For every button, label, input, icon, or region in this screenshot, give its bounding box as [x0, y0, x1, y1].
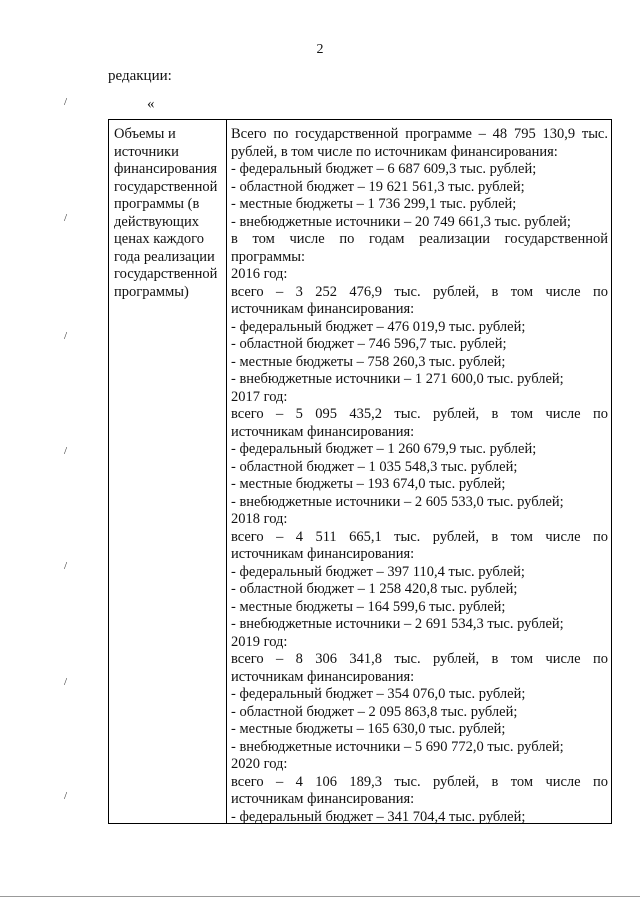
- value-line: - внебюджетные источники – 20 749 661,3 тыс. рублей;: [231, 213, 571, 230]
- value-line: 2020 год:: [231, 756, 288, 772]
- value-line: - внебюджетные источники – 2 605 533,0 тыс. рублей;: [231, 493, 564, 510]
- value-line: - федеральный бюджет – 341 704,4 тыс. рублей;: [231, 808, 526, 823]
- margin-tick: /: [64, 96, 68, 108]
- label-line: финансирования: [114, 161, 218, 177]
- value-line: всего – 5 095 435,2 тыс. рублей, в том числе по: [231, 406, 608, 422]
- value-line: источникам финансирования:: [231, 791, 415, 807]
- value-line: - внебюджетные источники – 1 271 600,0 тыс. рублей;: [231, 371, 564, 387]
- value-line: 2016 год:: [231, 266, 288, 282]
- label-line: действующих: [114, 213, 199, 230]
- value-line: источникам финансирования:: [231, 668, 415, 685]
- value-line: источникам финансирования:: [231, 423, 415, 440]
- value-line: - местные бюджеты – 164 599,6 тыс. рублей;: [231, 598, 506, 615]
- label-line: государственной: [114, 266, 218, 282]
- value-line: всего – 8 306 341,8 тыс. рублей, в том числе по: [231, 651, 608, 667]
- value-line: Всего по государственной программе – 48 795 130,9 тыс.: [231, 126, 608, 142]
- program-funding-table: [108, 119, 612, 824]
- margin-tick: /: [64, 676, 68, 688]
- value-line: - местные бюджеты – 165 630,0 тыс. рублей;: [231, 721, 506, 737]
- value-line: - областной бюджет – 1 035 548,3 тыс. рублей;: [231, 458, 518, 475]
- value-line: - областной бюджет – 2 095 863,8 тыс. рублей;: [231, 703, 518, 720]
- label-line: года реализации: [114, 248, 215, 265]
- value-line: - местные бюджеты – 758 260,3 тыс. рублей;: [231, 353, 506, 370]
- page-number: 2: [316, 42, 324, 57]
- value-line: всего – 4 106 189,3 тыс. рублей, в том числе по: [231, 773, 608, 790]
- intro-text: редакции:: [108, 68, 172, 84]
- label-line: Объемы и: [114, 126, 176, 142]
- value-line: - областной бюджет – 746 596,7 тыс. рублей;: [231, 336, 507, 352]
- value-line: - федеральный бюджет – 1 260 679,9 тыс. рублей;: [231, 441, 537, 457]
- label-line: государственной: [114, 178, 218, 195]
- value-line: 2018 год:: [231, 511, 288, 527]
- value-line: - внебюджетные источники – 2 691 534,3 тыс. рублей;: [231, 616, 564, 632]
- margin-tick: /: [64, 790, 68, 802]
- value-line: источникам финансирования:: [231, 301, 415, 317]
- value-line: - областной бюджет – 1 258 420,8 тыс. рублей;: [231, 581, 518, 597]
- value-line: - областной бюджет – 19 621 561,3 тыс. рублей;: [231, 178, 525, 195]
- value-line: рублей, в том числе по источникам финансирования:: [231, 143, 558, 160]
- value-line: - внебюджетные источники – 5 690 772,0 тыс. рублей;: [231, 738, 564, 755]
- margin-tick: /: [64, 560, 68, 572]
- value-line: - федеральный бюджет – 476 019,9 тыс. рублей;: [231, 318, 526, 335]
- value-line: - местные бюджеты – 193 674,0 тыс. рублей;: [231, 476, 506, 492]
- opening-quote-mark: «: [147, 96, 155, 112]
- label-line: программы): [114, 283, 189, 300]
- table-label-cell: [109, 120, 227, 823]
- value-line: - федеральный бюджет – 354 076,0 тыс. рублей;: [231, 686, 526, 702]
- margin-tick: /: [64, 212, 68, 224]
- label-line: источники: [114, 143, 179, 160]
- value-line: 2017 год:: [231, 388, 288, 405]
- value-line: 2019 год:: [231, 633, 288, 650]
- label-line: программы (в: [114, 196, 200, 212]
- value-line: - местные бюджеты – 1 736 299,1 тыс. рублей;: [231, 196, 517, 212]
- value-line: в том числе по годам реализации государственной: [231, 231, 608, 247]
- margin-tick: /: [64, 445, 68, 457]
- value-line: - федеральный бюджет – 6 687 609,3 тыс. рублей;: [231, 161, 537, 177]
- value-line: программы:: [231, 248, 306, 265]
- table-value-cell: [227, 120, 611, 823]
- value-line: - федеральный бюджет – 397 110,4 тыс. рублей;: [231, 563, 525, 580]
- value-line: источникам финансирования:: [231, 546, 415, 562]
- value-line: всего – 3 252 476,9 тыс. рублей, в том числе по: [231, 283, 608, 300]
- bottom-rule: [0, 896, 640, 897]
- value-line: всего – 4 511 665,1 тыс. рублей, в том числе по: [231, 528, 608, 545]
- margin-tick: /: [64, 330, 68, 342]
- label-line: ценах каждого: [114, 231, 205, 247]
